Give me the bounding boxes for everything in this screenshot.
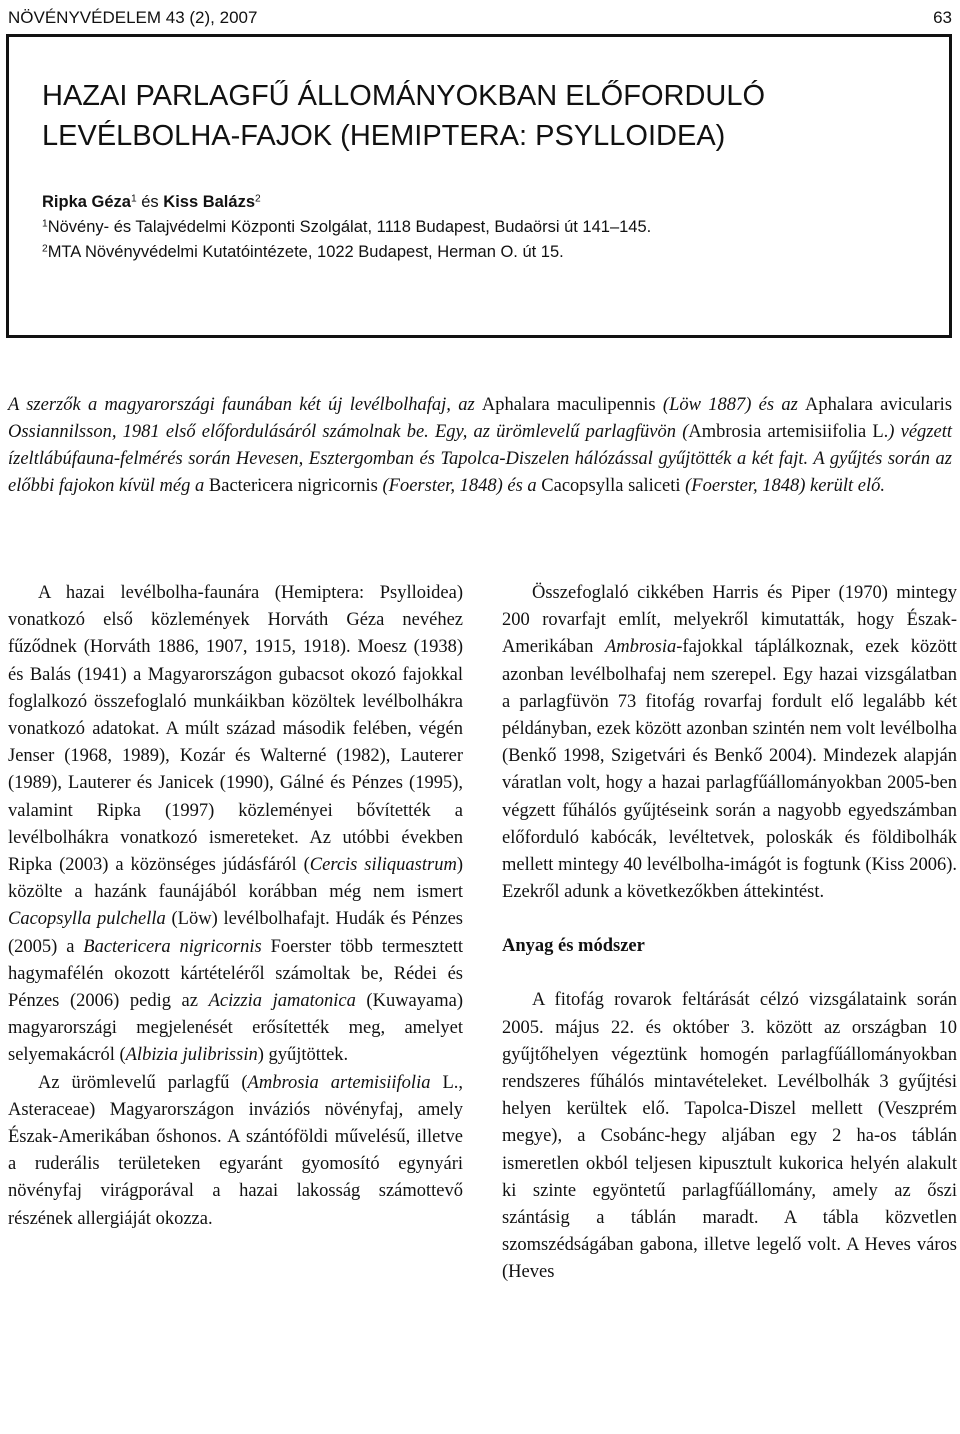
species-name: Aphalara avicularis [805, 395, 953, 415]
abstract [8, 392, 952, 500]
author-2-affil-mark: 2 [255, 193, 261, 205]
text-run: (Kuwayama) magyarországi megjelenését erősítették meg, amelyet selyemakácról ( [8, 991, 463, 1066]
species-name: Bactericera nigricornis [83, 936, 262, 957]
species-name: Cacopsylla saliceti [541, 476, 681, 496]
section-spacer [502, 906, 957, 933]
species-name: Cercis siliquastrum [309, 855, 457, 876]
article-title [42, 76, 902, 156]
genus-name: Ambrosia [605, 637, 677, 658]
paragraph [8, 1070, 463, 1233]
species-name: Acizzia jamatonica [208, 991, 356, 1012]
author-1-affil-mark: 1 [130, 193, 137, 205]
species-name: Aphalara maculipennis [481, 395, 656, 415]
species-name: Ambrosia artemisiifolia [688, 422, 867, 442]
abstract-text: Ossiannilsson, 1981 első előfordulásáról számolnak be. Egy, az ürömlevelű parlagfüvön ( [8, 422, 689, 442]
right-column [502, 580, 957, 1287]
species-name: Albizia julibrissin [125, 1045, 258, 1066]
abstract-text: A szerzők a magyarországi faunában két új levélbolhafaj, az [8, 395, 482, 415]
section-spacer [502, 960, 957, 987]
species-name: Ambrosia artemisiifolia [247, 1072, 431, 1093]
title-line-1: HAZAI PARLAGFŰ ÁLLOMÁNYOKBAN ELŐFORDULÓ [42, 80, 766, 112]
text-run: Az ürömlevelű parlagfű ( [38, 1072, 248, 1093]
left-column [8, 580, 463, 1233]
species-name: Cacopsylla pulchella [8, 909, 166, 930]
author-2: Kiss Balázs [163, 193, 255, 211]
text-run: A hazai levélbolha-faunára (Hemiptera: Psylloidea) vonatkozó első közlemények Horváth Géza nevéhez fűződnek (Horváth 1886, 1907, 1915, 1918). Moesz (1938) és Balás (1941) a Magyarországon gubacsot okozó fajokkal foglalkozó összefoglaló munkáikban közöltek levélbolhákra vonatkozó adatokat. A múlt század második felében, végén Jenser (1968, 1989), Kozár és Walterné (1982), Lauterer (1989), Lauterer és Janicek (1990), Gálné és Pénzes (1995), valamint Ripka (1997) közleményei bővítették a levélbolhákra vonatkozó ismereteket. Az utóbbi években Ripka (2003) a közönséges júdásfáról ( [8, 583, 463, 876]
text-run: (Löw) levélbolhafajt. Hudák és Pénzes (2005) a [8, 909, 463, 957]
text-run: Összefoglaló cikkében Harris és Piper (1970) mintegy 200 rovarfajt említ, melyekről kimutatták, hogy Észak-Amerikában [502, 583, 957, 658]
running-header [8, 4, 952, 30]
text-run: ) gyűjtöttek. [257, 1045, 349, 1066]
journal-citation: NÖVÉNYVÉDELEM 43 (2), 2007 [8, 8, 258, 27]
abstract-text: (Löw 1887) és az [655, 395, 806, 415]
author-1: Ripka Géza [42, 193, 131, 211]
author-line [42, 190, 902, 215]
abstract-text: ) végzett ízeltlábúfauna-felmérés során Hevesen, Esztergomban és Tapolca-Diszelen hálózással gyűjtötték a két fajt. A gyűjtés során az előbbi fajokon kívül még a [8, 422, 952, 496]
title-line-2: LEVÉLBOLHA-FAJOK (HEMIPTERA: PSYLLOIDEA) [42, 120, 726, 152]
text-run: ) közölte a hazánk faunájából korábban még nem ismert [8, 855, 463, 903]
author-conjunction: és [141, 193, 159, 211]
affiliation-2-text: MTA Növényvédelmi Kutatóintézete, 1022 Budapest, Herman O. út 15. [47, 243, 564, 261]
paragraph: A fitofág rovarok feltárását célzó vizsgálataink során 2005. május 22. és október 3. között az országban 10 gyűjtőhelyen végeztünk homogén parlagfűállományokban rendszeres fűhálós mintavételeket. Levélbolhák 3 gyűjtési helyen kerültek elő. Tapolca-Diszel mellett (Veszprém megye), a Csobánc-hegy aljában egy 2 ha-os táblán ismeretlen okból teljesen kipusztult kukorica helyén alakult ki szinte egyöntetű parlagfűállomány, amely az őszi szántásig a táblán maradt. A tábla közvetlen szomszédságában gabona, illetve legelő volt. A Heves város (Heves [502, 990, 957, 1283]
affiliation-1-mark: 1 [42, 218, 48, 230]
paragraph [8, 580, 463, 1070]
affiliation-2 [42, 240, 902, 265]
affiliation-1-text: Növény- és Talajvédelmi Központi Szolgálat, 1118 Budapest, Budaörsi út 141–145. [47, 218, 652, 236]
text-run: Foerster több termesztett hagymafélén okozott kártételéről számoltak be, Rédei és Pénzes (2006) pedig az [8, 936, 463, 1012]
species-name: Bactericera nigricornis [208, 476, 378, 496]
affiliation-1 [42, 215, 902, 240]
page-number: 63 [933, 8, 952, 27]
affiliation-2-mark: 2 [42, 243, 48, 255]
abstract-text: (Foerster, 1848) és a [377, 476, 542, 496]
section-heading: Anyag és módszer [502, 936, 645, 957]
text-run: -fajokkal táplálkoznak, ezek között azonban levélbolhafaj nem szerepel. Egy hazai vizsgálatban a parlagfüvön 73 fitofág rovarfaj fordult elő legalább két példányban, ezek között azonban szintén nem volt levélbolha (Benkő 1998, Szigetvári és Benkő 2004). Mindezek alapján váratlan volt, hogy a hazai parlagfűállományokban 2005-ben végzett fűhálós gyűjtéseink során a nagyobb egyedszámban előforduló kabócák, levéltetvek, poloskák és földibolhák mellett mintegy 40 levélbolha-imágót is fogtunk (Kiss 2006). Ezekről adunk a következőkben áttekintést. [502, 637, 957, 903]
text-run: L., Asteraceae) Magyarországon inváziós növényfaj, amely Észak-Amerikában őshonos. A szántóföldi művelésű, illetve a ruderális területeken egyaránt gyomosító egynyári növényfaj virágporával a hazai lakosság számottevő részének allergiáját okozza. [8, 1072, 463, 1229]
species-author: L. [866, 422, 889, 442]
abstract-text: (Foerster, 1848) került elő. [680, 476, 886, 496]
authors-block [42, 190, 902, 265]
paragraph [502, 580, 957, 906]
